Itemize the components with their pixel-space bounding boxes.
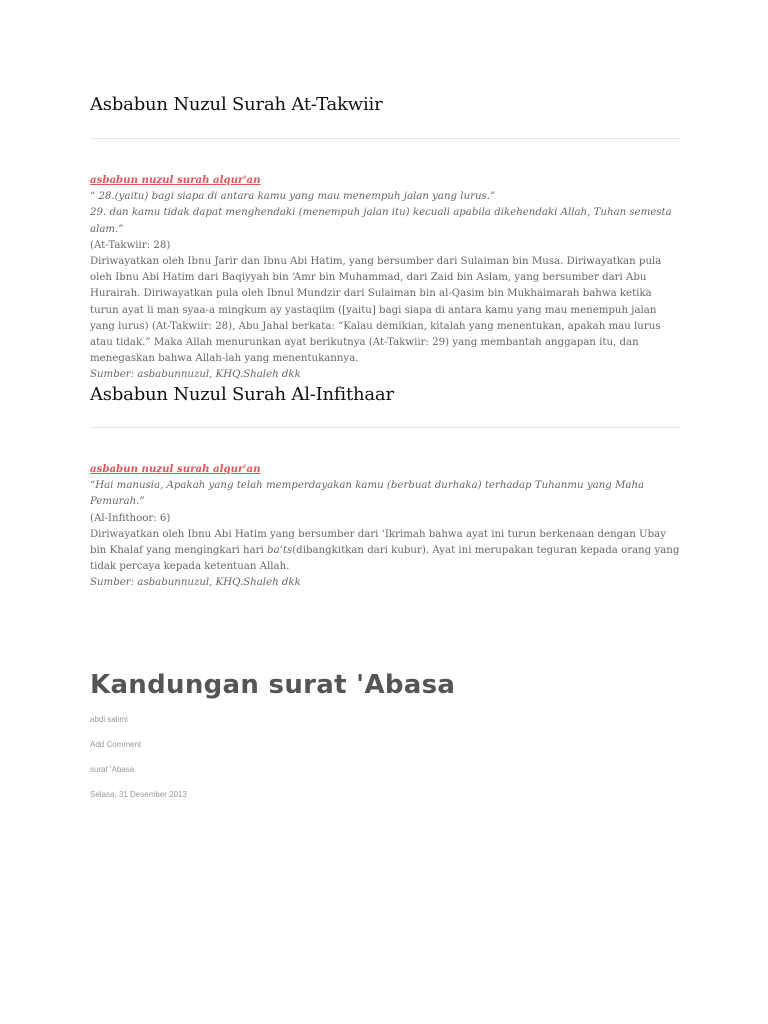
- label-link[interactable]: asbabun nuzul surah alqur'an: [90, 463, 261, 475]
- source-text: Sumber: asbabunnuzul, KHQ.Shaleh dkk: [90, 577, 301, 589]
- source-text: Sumber: asbabunnuzul, KHQ.Shaleh dkk: [90, 369, 301, 381]
- paragraph: [90, 527, 680, 576]
- quote-text: 29. dan kamu tidak dapat menghendaki (menempuh jalan itu) kecuali apabila dikehendaki Allah, Tuhan semesta alam.”: [90, 207, 672, 235]
- post-author[interactable]: abdi salimi: [90, 715, 128, 724]
- post-body: [90, 172, 680, 384]
- post-title[interactable]: Asbabun Nuzul Surah At-Takwiir: [90, 94, 383, 115]
- post-date: Selasa, 31 Desember 2013: [90, 790, 187, 799]
- quote-text: “ 28.(yaitu) bagi siapa di antara kamu yang mau menempuh jalan yang lurus.”: [90, 191, 496, 203]
- divider: [90, 427, 680, 428]
- label-link[interactable]: asbabun nuzul surah alqur'an: [90, 174, 261, 186]
- quote-text: “Hai manusia, Apakah yang telah memperdayakan kamu (berbuat durhaka) terhadap Tuhanmu yang Maha Pemurah.”: [90, 480, 645, 508]
- verse-reference: (Al-Infithoor: 6): [90, 512, 171, 524]
- paragraph-text: (dibangkitkan dari kubur). Ayat ini merupakan teguran kepada orang yang tidak percaya kepada ketentuan Allah.: [90, 545, 680, 573]
- post-label[interactable]: surat 'Abasa: [90, 765, 135, 774]
- divider: [90, 138, 680, 139]
- add-comment-link[interactable]: Add Comment: [90, 740, 142, 749]
- paragraph-text: Diriwayatkan oleh Ibnu Abi Hatim yang bersumber dari ‘Ikrimah bahwa ayat ini turun berkenaan dengan Ubay bin Khalaf yang mengingkari hari: [90, 528, 666, 557]
- post-title[interactable]: Asbabun Nuzul Surah Al-Infithaar: [90, 384, 394, 405]
- italic-term: ba’ts: [267, 545, 293, 557]
- verse-reference: (At-Takwiir: 28): [90, 239, 171, 251]
- post-title-large[interactable]: Kandungan surat 'Abasa: [90, 670, 456, 700]
- post-body: [90, 461, 680, 592]
- paragraph: Diriwayatkan oleh Ibnu Jarir dan Ibnu Abi Hatim, yang bersumber dari Sulaiman bin Musa. Diriwayatkan pula oleh Ibnu Abi Hatim dari Baqiyyah bin ‘Amr bin Muhammad, dari Zaid bin Aslam, yang bersumber dari Abu Hurairah. Diriwayatkan pula oleh Ibnul Mundzir dari Sulaiman bin al-Qasim bin Mukhaimarah bahwa ketika turun ayat li man syaa-a mingkum ay yastaqiim ([yaitu] bagi siapa di antara kamu yang mau menempuh jalan yang lurus) (At-Takwiir: 28), Abu Jahal berkata: “Kalau demikian, kitalah yang menentukan, apakah mau lurus atau tidak.” Maka Allah menurunkan ayat berikutnya (At-Takwiir: 29) yang membantah anggapan itu, dan menegaskan bahwa Allah-lah yang menentukannya.: [90, 256, 662, 365]
